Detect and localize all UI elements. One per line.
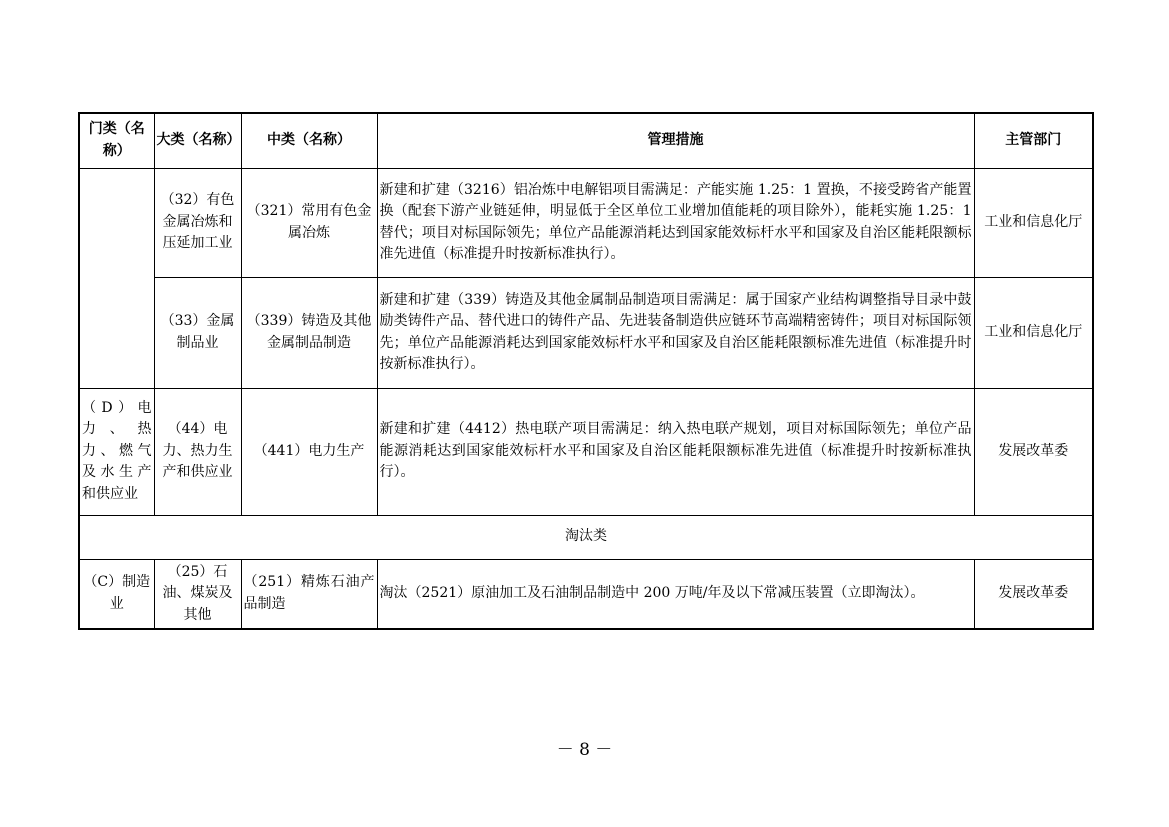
cell-measures: 淘汰（2521）原油加工及石油制品制造中 200 万吨/年及以下常减压装置（立即淘汰）。 [377, 559, 974, 629]
page-number: － 8 － [556, 740, 613, 760]
cell-department: 发展改革委 [974, 388, 1093, 515]
section-row [79, 515, 1093, 559]
cell-middle-class: （339）铸造及其他金属制品制造 [241, 277, 377, 388]
cell-middle-class: （321）常用有色金属冶炼 [241, 168, 377, 277]
header-category: 门类（名称） [79, 113, 154, 168]
management-table [78, 112, 1094, 630]
cell-measures: 新建和扩建（3216）铝冶炼中电解铝项目需满足：产能实施 1.25：1 置换，不接受跨省产能置换（配套下游产业链延伸，明显低于全区单位工业增加值能耗的项目除外），能耗实施 1.25：1 替代；项目对标国际领先；单位产品能源消耗达到国家能效标杆水平和国家及自治区能耗限额标准先进值（标准提升时按新标准执行）。 [377, 168, 974, 277]
cell-category: （D）电力、热力、燃气及水生产和供应业 [79, 388, 154, 515]
cell-middle-class: （251）精炼石油产品制造 [241, 559, 377, 629]
cell-measures: 新建和扩建（339）铸造及其他金属制品制造项目需满足：属于国家产业结构调整指导目录中鼓励类铸件产品、替代进口的铸件产品、先进装备制造供应链环节高端精密铸件；项目对标国际领先；单位产品能源消耗达到国家能效标杆水平和国家及自治区能耗限额标准先进值（标准提升时按新标准执行）。 [377, 277, 974, 388]
cell-category [79, 168, 154, 388]
table-row [79, 277, 1093, 388]
cell-major-class: （44）电力、热力生产和供应业 [154, 388, 241, 515]
cell-major-class: （25）石油、煤炭及其他 [154, 559, 241, 629]
cell-middle-class: （441）电力生产 [241, 388, 377, 515]
header-middle-class: 中类（名称） [241, 113, 377, 168]
table-row [79, 559, 1093, 629]
header-measures: 管理措施 [377, 113, 974, 168]
cell-major-class: （32）有色金属冶炼和压延加工业 [154, 168, 241, 277]
header-department: 主管部门 [974, 113, 1093, 168]
header-major-class: 大类（名称） [154, 113, 241, 168]
cell-category: （C）制造业 [79, 559, 154, 629]
table-header-row [79, 113, 1093, 168]
table-row [79, 168, 1093, 277]
section-title: 淘汰类 [79, 515, 1093, 559]
table-row [79, 388, 1093, 515]
cell-department: 工业和信息化厅 [974, 168, 1093, 277]
cell-measures: 新建和扩建（4412）热电联产项目需满足：纳入热电联产规划，项目对标国际领先；单位产品能源消耗达到国家能效标杆水平和国家及自治区能耗限额标准先进值（标准提升时按新标准执行）。 [377, 388, 974, 515]
cell-department: 工业和信息化厅 [974, 277, 1093, 388]
cell-major-class: （33）金属制品业 [154, 277, 241, 388]
cell-department: 发展改革委 [974, 559, 1093, 629]
